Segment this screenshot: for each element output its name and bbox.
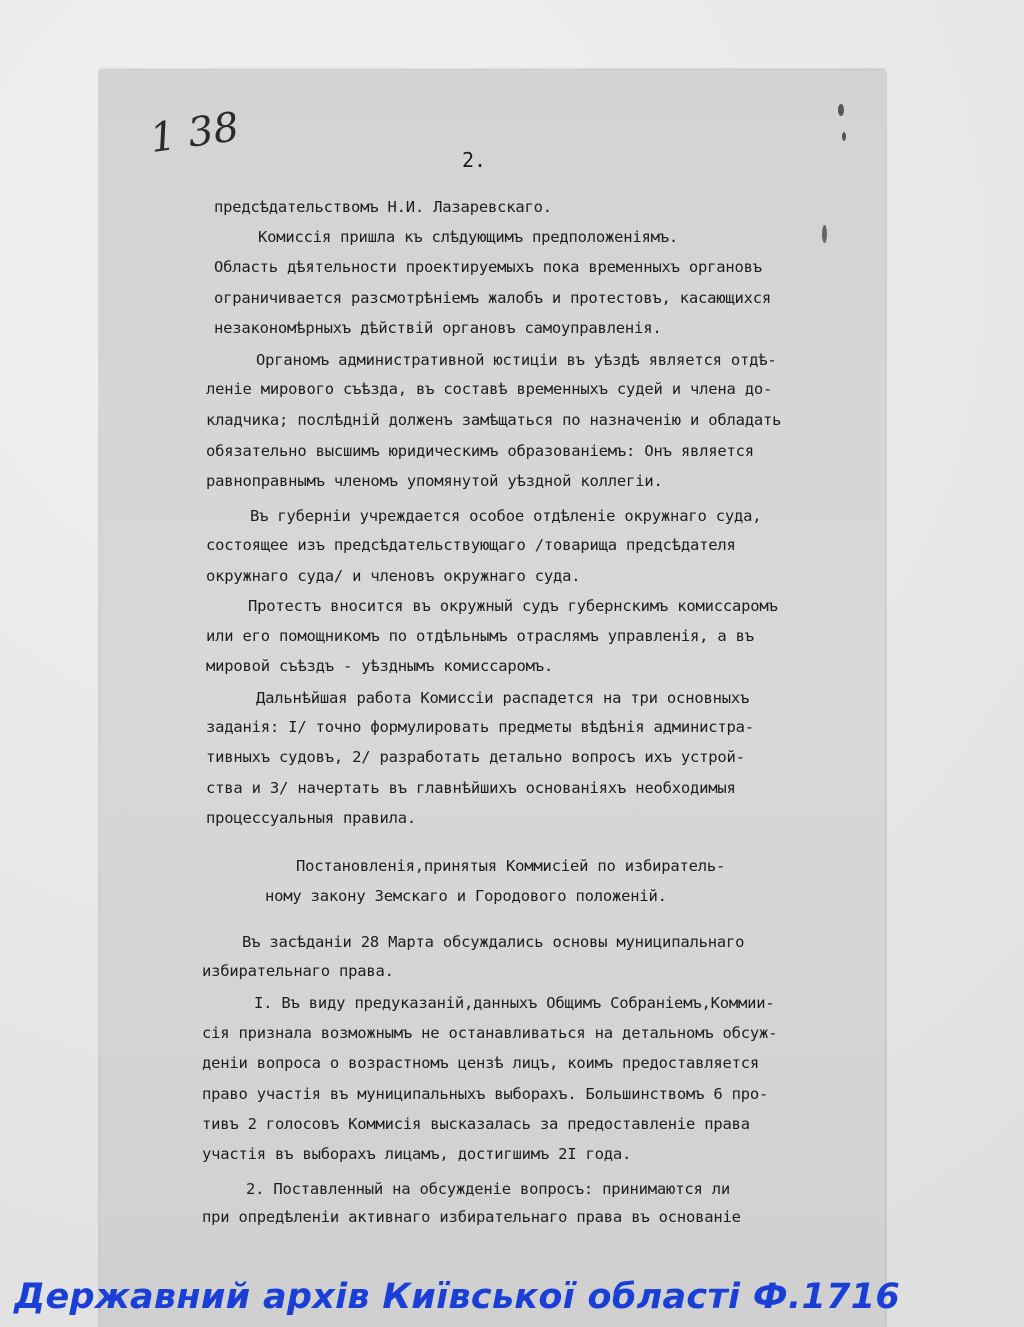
ink-spot — [842, 132, 846, 141]
text-line: сія признала возможнымъ не останавливаться на детальномъ обсуж- — [202, 1024, 778, 1042]
text-line: кладчика; послѣдній долженъ замѣщаться по назначенію и обладать — [206, 411, 782, 429]
text-line: Комиссія пришла къ слѣдующимъ предположеніямъ. — [258, 228, 679, 246]
text-line: обязательно высшимъ юридическимъ образованіемъ: Онъ является — [206, 442, 754, 460]
text-line: ства и 3/ начертать въ главнѣйшихъ основаніяхъ необходимыя — [206, 779, 736, 797]
page-number: 2. — [462, 148, 487, 172]
text-line: 2. Поставленный на обсужденіе вопросъ: принимаются ли — [246, 1180, 730, 1198]
text-line: состоящее изъ предсѣдательствующаго /товарища предсѣдателя — [206, 536, 736, 554]
text-line: мировой съѣздъ - уѣзднымъ комиссаромъ. — [206, 657, 554, 675]
text-line: право участія въ муниципальныхъ выборахъ. Большинствомъ 6 про- — [202, 1085, 769, 1103]
text-line: процессуальныя правила. — [206, 809, 417, 827]
text-line: Дальнѣйшая работа Комиссіи распадется на три основныхъ — [256, 689, 750, 707]
text-line: при опредѣленіи активнаго избирательнаго права въ основаніе — [202, 1208, 741, 1226]
text-line: избирательнаго права. — [202, 962, 394, 980]
text-line: деніи вопроса о возрастномъ цензѣ лицъ, коимъ предоставляется — [202, 1054, 760, 1072]
text-line: предсѣдательствомъ Н.И. Лазаревскаго. — [214, 198, 552, 216]
text-line: Въ губерніи учреждается особое отдѣленіе окружнаго суда, — [250, 507, 762, 525]
text-line: тивъ 2 голосовъ Коммисія высказалась за предоставленіе права — [202, 1115, 750, 1133]
text-line: участія въ выборахъ лицамъ, достигшимъ 2I года. — [202, 1145, 632, 1163]
ink-spot — [838, 104, 844, 116]
text-line: Протестъ вносится въ окружный судъ губернскимъ комиссаромъ — [248, 597, 778, 615]
section-heading: ному закону Земскаго и Городового положеній. — [265, 887, 667, 905]
text-line: ограничивается разсмотрѣніемъ жалобъ и протестовъ, касающихся — [214, 289, 772, 307]
handwritten-folio-note: 1 38 — [147, 104, 242, 162]
text-line: I. Въ виду предуказаній,данныхъ Общимъ Собраніемъ,Коммии- — [254, 994, 775, 1012]
archive-stamp: Державний архів Київської області Ф.1716 — [14, 1277, 901, 1317]
text-line: леніе мирового съѣзда, въ составѣ временныхъ судей и члена до- — [206, 380, 773, 398]
text-line: равноправнымъ членомъ упомянутой уѣздной коллегіи. — [206, 472, 663, 490]
ink-spot — [822, 225, 827, 243]
text-line: Въ засѣданіи 28 Марта обсуждались основы муниципальнаго — [242, 933, 745, 951]
text-line: Область дѣятельности проектируемыхъ пока временныхъ органовъ — [214, 258, 762, 276]
text-line: незакономѣрныхъ дѣйствій органовъ самоуправленія. — [214, 319, 662, 337]
text-line: или его помощникомъ по отдѣльнымъ отраслямъ управленія, а въ — [206, 627, 754, 645]
text-line: Органомъ административной юстиціи въ уѣздѣ является отдѣ- — [256, 351, 777, 369]
text-line: окружнаго суда/ и членовъ окружнаго суда. — [206, 567, 581, 585]
text-line: тивныхъ судовъ, 2/ разработать детально вопросъ ихъ устрой- — [206, 748, 745, 766]
section-heading: Постановленія,принятыя Коммисіей по избиратель- — [296, 857, 726, 875]
text-line: заданія: I/ точно формулировать предметы вѣдѣнія администра- — [206, 718, 754, 736]
